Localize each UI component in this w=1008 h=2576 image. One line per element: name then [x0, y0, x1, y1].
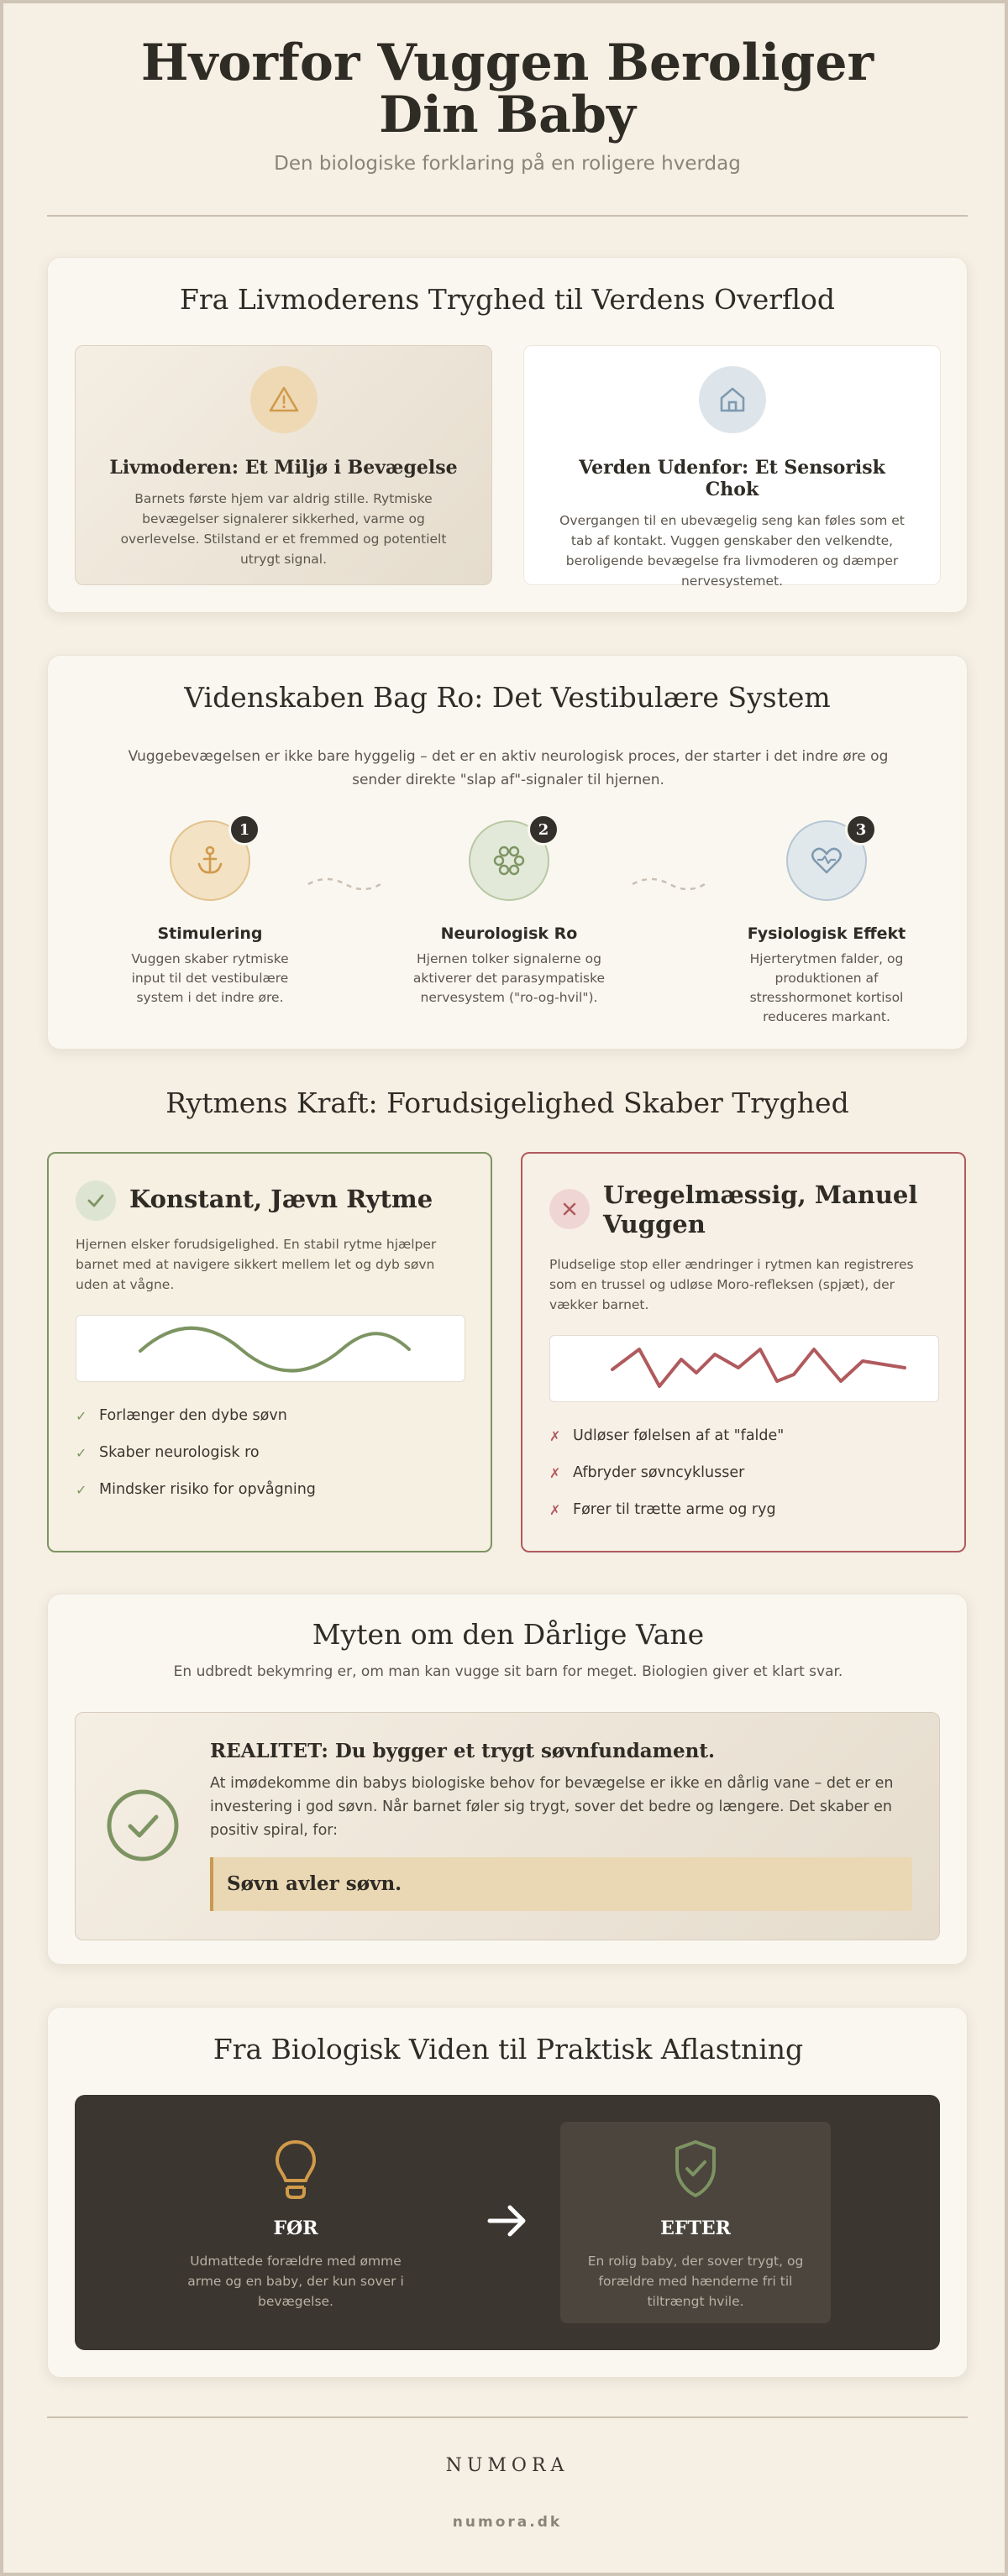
section-myth	[47, 1594, 968, 1965]
list-item	[549, 1417, 784, 1454]
benefit-list	[76, 1397, 316, 1508]
check-circle-icon	[106, 1788, 180, 1862]
section-relief	[47, 2007, 968, 2378]
step-text: Hjernen tolker signalerne og aktiverer det parasympatiske nervesystem ("ro-og-hvil").	[412, 951, 606, 1005]
page-header	[3, 34, 1008, 175]
womb-card	[75, 345, 492, 585]
footer-divider	[47, 2416, 968, 2418]
cross-mark-icon: ✗	[549, 1464, 561, 1481]
step-title: Fysiologisk Effekt	[747, 924, 906, 943]
check-mark-icon: ✓	[76, 1407, 87, 1424]
after-text: En rolig baby, der sover trygt, og forældre med hænderne fri til tiltrængt hvile.	[587, 2254, 804, 2309]
card-title: Konstant, Jævn Rytme	[129, 1185, 433, 1213]
check-mark-icon: ✓	[76, 1444, 87, 1461]
step-stimulation	[97, 820, 323, 1008]
list-item	[76, 1434, 316, 1471]
list-item	[549, 1454, 784, 1491]
after-card	[560, 2122, 831, 2323]
card-header	[76, 1181, 433, 1221]
page-subtitle: Den biologiske forklaring på en roligere hverdag	[274, 153, 741, 175]
smooth-wave-graph	[76, 1315, 465, 1382]
reality-title: REALITET: Du bygger et trygt søvnfundament.	[210, 1740, 716, 1762]
reality-text: At imødekomme din babys biologiske behov for bevægelse er ikke en dårlig vane – det er en investering i god søvn. Når barnet føler sig trygt, sover det bedre og længere. Det skaber en positiv spiral, for:	[210, 1775, 894, 1839]
neurons-icon	[469, 820, 549, 901]
header-divider	[47, 215, 968, 217]
arrow-right-icon	[486, 2202, 528, 2239]
section-heading: Fra Livmoderens Tryghed til Verdens Overflod	[180, 283, 835, 316]
cross-mark-icon: ✗	[549, 1501, 561, 1518]
before-after-panel	[75, 2095, 940, 2350]
card-text: Hjernen elsker forudsigelighed. En stabil rytme hjælper barnet med at navigere sikkert mellem let og dyb søvn uden at vågne.	[76, 1237, 437, 1292]
wave-connector	[631, 876, 706, 893]
brand-logo: NUMORA	[445, 2455, 570, 2476]
before-card	[160, 2122, 431, 2323]
section-vestibular	[47, 655, 968, 1050]
list-item	[76, 1397, 316, 1434]
list-item-label: Mindsker risiko for opvågning	[99, 1481, 316, 1498]
lightbulb-icon	[269, 2135, 323, 2202]
list-item-label: Fører til trætte arme og ryg	[573, 1501, 776, 1518]
section-intro: Vuggebevægelsen er ikke bare hyggelig – det er en aktiv neurologisk proces, der starter i det indre øre og sender direkte "slap af"-signaler til hjernen.	[128, 748, 889, 788]
list-item-label: Udløser følelsen af at "falde"	[573, 1427, 785, 1444]
step-physiological-effect	[713, 820, 940, 1027]
card-text: Pludselige stop eller ændringer i rytmen kan registreres som en trussel og udløse Moro-refleksen (spjæt), der vækker barnet.	[549, 1257, 914, 1312]
world-card	[523, 345, 941, 589]
website-link[interactable]: numora.dk	[452, 2514, 563, 2531]
list-item	[76, 1471, 316, 1508]
list-item-label: Skaber neurologisk ro	[99, 1444, 260, 1461]
heart-icon	[786, 820, 867, 901]
jagged-wave-graph	[549, 1335, 939, 1402]
womb-card-text: Barnets første hjem var aldrig stille. Rytmiske bevægelser signalerer sikkerhed, varme og overlevelse. Stilstand er et fremmed og potentielt utrygt signal.	[120, 491, 447, 567]
step-number: 3	[845, 814, 877, 846]
irregular-rhythm-card	[521, 1152, 966, 1552]
check-icon	[76, 1181, 116, 1221]
step-title: Stimulering	[157, 924, 263, 943]
section-heading: Myten om den Dårlige Vane	[312, 1618, 705, 1651]
card-title: Uregelmæssig, Manuel Vuggen	[603, 1181, 918, 1238]
list-item-label: Forlænger den dybe søvn	[99, 1407, 287, 1424]
card-header	[549, 1181, 964, 1239]
section-rhythm-heading: Rytmens Kraft: Forudsigelighed Skaber Tryghed	[165, 1086, 849, 1119]
step-number: 2	[528, 814, 559, 846]
reality-box	[75, 1712, 940, 1940]
womb-card-title: Livmoderen: Et Miljø i Bevægelse	[109, 457, 458, 479]
section-womb-to-world	[47, 257, 968, 613]
step-title: Neurologisk Ro	[440, 924, 578, 943]
shield-check-icon	[669, 2135, 722, 2202]
step-number: 1	[228, 814, 260, 846]
step-neurological-calm	[396, 820, 622, 1008]
section-heading: Videnskaben Bag Ro: Det Vestibulære System	[184, 681, 831, 714]
step-text: Vuggen skaber rytmiske input til det vestibulære system i det indre øre.	[131, 951, 289, 1005]
close-icon	[549, 1189, 590, 1229]
home-icon	[699, 366, 766, 433]
page-title: Hvorfor Vuggen Beroliger Din Baby	[140, 34, 874, 144]
anchor-icon	[170, 820, 250, 901]
warning-icon	[250, 366, 318, 433]
cross-mark-icon: ✗	[549, 1427, 561, 1444]
section-heading: Fra Biologisk Viden til Praktisk Aflastning	[213, 2033, 804, 2066]
list-item-label: Afbryder søvncyklusser	[573, 1464, 745, 1481]
wave-connector	[307, 876, 382, 893]
section-subtitle: En udbredt bekymring er, om man kan vugge sit barn for meget. Biologien giver et klart svar.	[173, 1663, 843, 1680]
risk-list	[549, 1417, 784, 1528]
steady-rhythm-card	[47, 1152, 492, 1552]
after-label: EFTER	[660, 2217, 731, 2239]
highlight-quote: Søvn avler søvn.	[210, 1857, 912, 1911]
before-text: Udmattede forældre med ømme arme og en baby, der kun sover i bevægelse.	[187, 2254, 404, 2309]
check-mark-icon: ✓	[76, 1481, 87, 1498]
step-text: Hjerterytmen falder, og produktionen af stresshormonet kortisol reduceres markant.	[749, 951, 904, 1024]
list-item	[549, 1491, 784, 1528]
world-card-text: Overgangen til en ubevægelig seng kan føles som et tab af kontakt. Vuggen genskaber den velkendte, beroligende bevægelse fra livmoderen og dæmper nervesystemet.	[559, 513, 905, 589]
before-label: FØR	[273, 2217, 318, 2239]
world-card-title: Verden Udenfor: Et Sensorisk Chok	[579, 457, 885, 500]
